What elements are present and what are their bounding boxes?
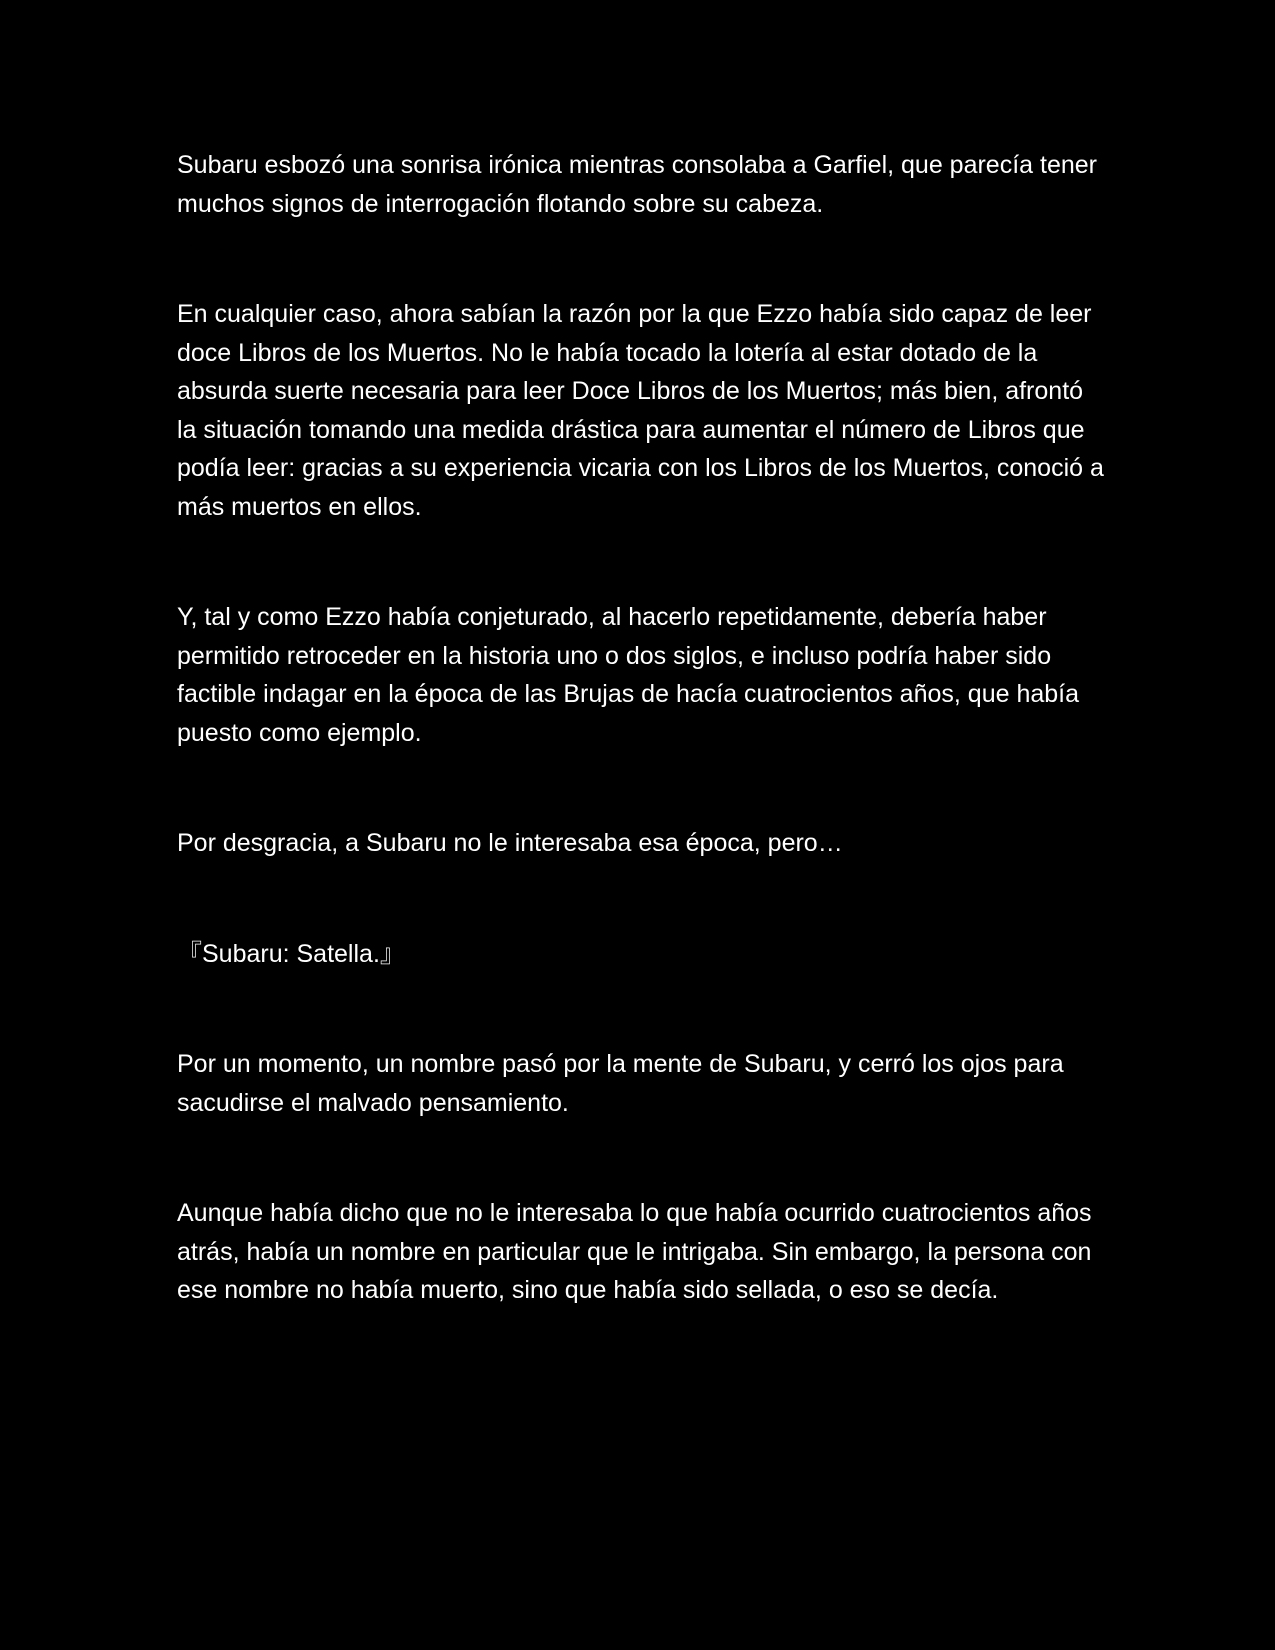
paragraph-3: Y, tal y como Ezzo había conjeturado, al hacerlo repetidamente, debería haber permitido retroceder en la historia uno o dos siglos, e incluso podría haber sido factible indagar en la época de las Brujas de hacía cuatrocientos años, que había puesto como ejemplo. [177, 603, 1080, 747]
paragraph-1: Subaru esbozó una sonrisa irónica mientras consolaba a Garfiel, que parecía tener muchos signos de interrogación flotando sobre su cabeza. [177, 151, 1097, 218]
paragraph-gap [177, 973, 1107, 1045]
paragraph-4: Por desgracia, a Subaru no le interesaba esa época, pero… [177, 829, 843, 857]
paragraph-gap [177, 752, 1107, 824]
paragraph-gap [177, 223, 1107, 295]
paragraph-gap [177, 526, 1107, 598]
paragraph-gap [177, 1122, 1107, 1194]
paragraph-7: Aunque había dicho que no le interesaba lo que había ocurrido cuatrocientos años atrás, había un nombre en particular que le intrigaba. Sin embargo, la persona con ese nombre no había muerto, sino que había sido sellada, o eso se decía. [177, 1199, 1092, 1304]
dialogue-line: 『Subaru: Satella.』 [177, 939, 405, 968]
document-body [177, 146, 1107, 1310]
paragraph-gap [177, 863, 1107, 935]
paragraph-6: Por un momento, un nombre pasó por la mente de Subaru, y cerró los ojos para sacudirse el malvado pensamiento. [177, 1050, 1064, 1117]
paragraph-2: En cualquier caso, ahora sabían la razón por la que Ezzo había sido capaz de leer doce Libros de los Muertos. No le había tocado la lotería al estar dotado de la absurda suerte necesaria para leer Doce Libros de los Muertos; más bien, afrontó la situación tomando una medida drástica para aumentar el número de Libros que podía leer: gracias a su experiencia vicaria con los Libros de los Muertos, conoció a más muertos en ellos. [177, 300, 1104, 521]
